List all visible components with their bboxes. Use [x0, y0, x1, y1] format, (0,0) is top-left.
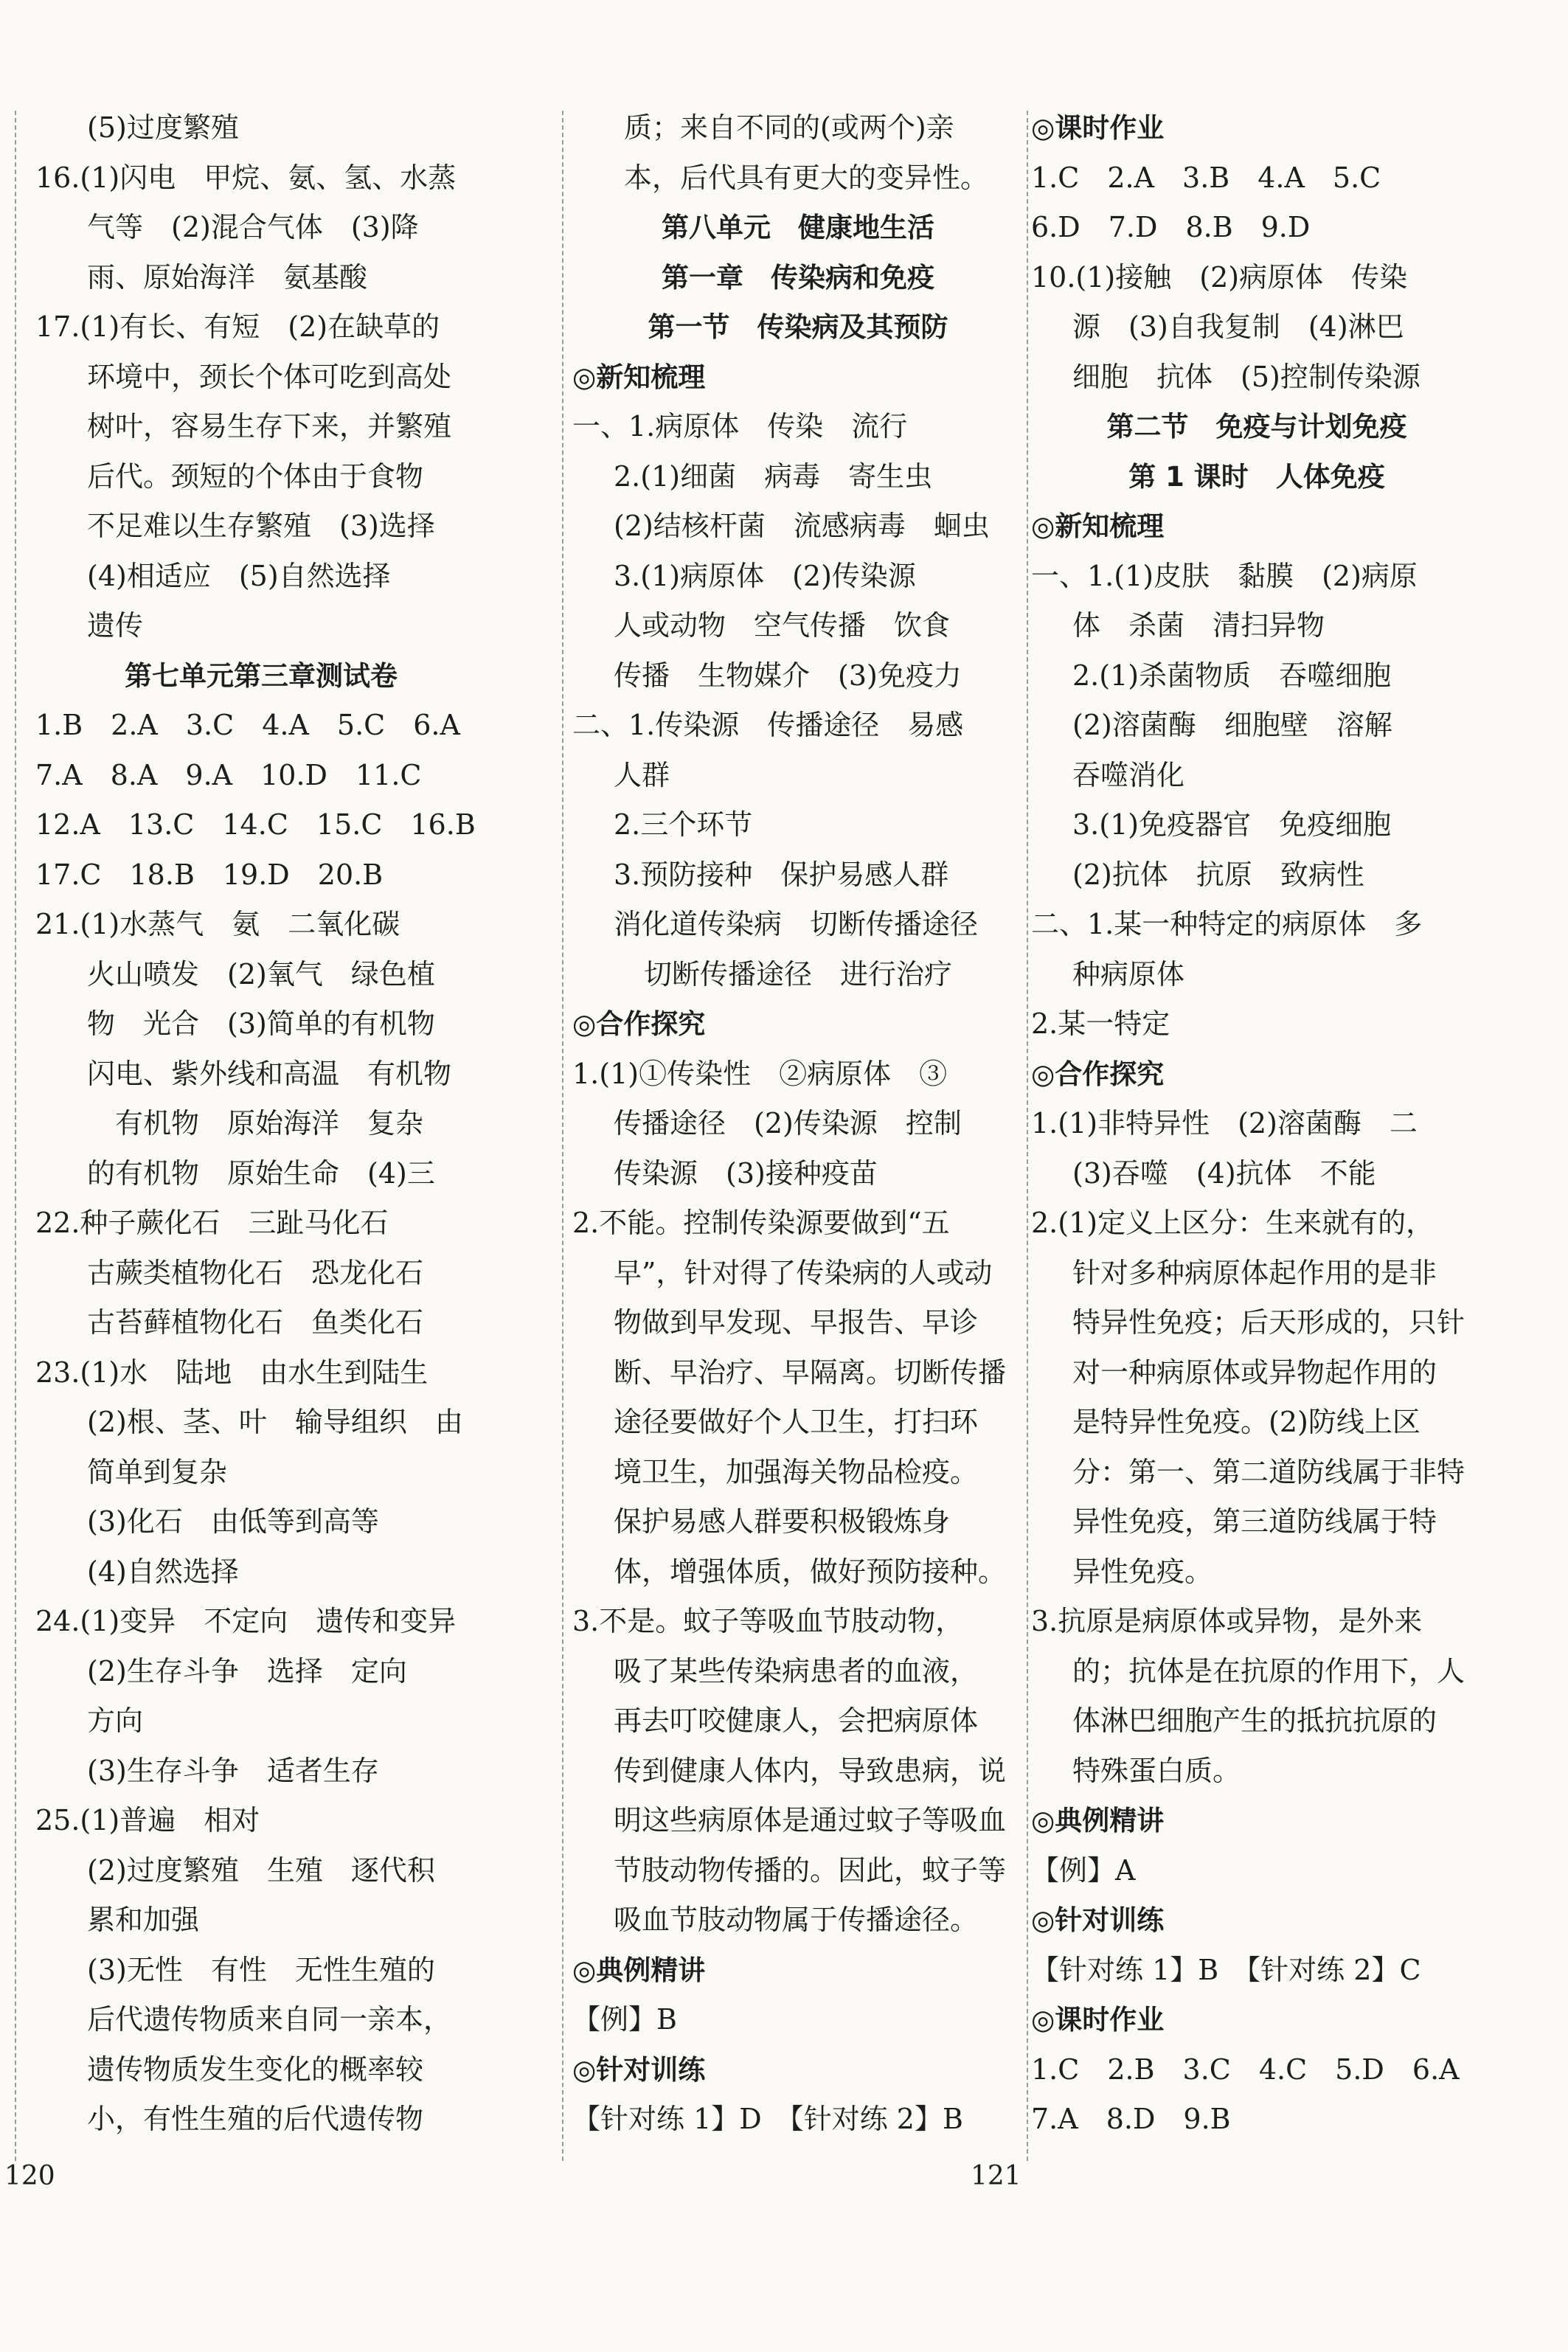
answer-line: 二、1.传染源 传播途径 易感: [572, 709, 964, 741]
answer-line: (2)结核杆菌 流感病毒 蛔虫: [614, 510, 990, 542]
section-heading: 第七单元第三章测试卷: [125, 659, 398, 692]
answer-line: 1.B 2.A 3.C 4.A 5.C 6.A: [35, 709, 460, 741]
answer-line: 传播 生物媒介 (3)免疫力: [614, 659, 962, 692]
answer-line: 遗传: [87, 609, 144, 642]
answer-line: (2)生存斗争 选择 定向: [87, 1654, 407, 1687]
answer-line: 途径要做好个人卫生，打扫环: [614, 1406, 979, 1438]
answer-line: 境卫生，加强海关物品检疫。: [614, 1455, 979, 1488]
answer-line: 17.C 18.B 19.D 20.B: [35, 858, 384, 891]
answer-line: 体 杀菌 清扫异物: [1072, 609, 1325, 642]
answer-line: 不足难以生存繁殖 (3)选择: [87, 510, 435, 542]
answer-line: 7.A 8.A 9.A 10.D 11.C: [35, 758, 422, 791]
answer-line: 物 光合 (3)简单的有机物: [87, 1007, 435, 1040]
answer-line: 【例】B: [572, 2003, 677, 2036]
answer-line: 16.(1)闪电 甲烷、氨、氢、水蒸: [35, 161, 457, 194]
answer-line: (3)生存斗争 适者生存: [87, 1754, 379, 1787]
answer-line: 22.种子蕨化石 三趾马化石: [35, 1207, 389, 1239]
answer-line: (4)自然选择: [87, 1555, 239, 1588]
page-number-left: 120: [4, 2161, 55, 2191]
answer-line: 有机物 原始海洋 复杂: [87, 1107, 424, 1139]
answer-line: 2.(1)细菌 病毒 寄生虫: [614, 459, 933, 493]
margin-divider: [15, 111, 16, 2161]
page-number-right: 121: [971, 2161, 1021, 2191]
answer-line: 一、1.病原体 传染 流行: [572, 410, 908, 443]
answer-line: 节肢动物传播的。因此，蚊子等: [614, 1853, 1007, 1887]
answer-line: 2.不能。控制传染源要做到“五: [572, 1207, 950, 1239]
subsection-label: ◎针对训练: [572, 2053, 706, 2086]
subsection-label: ◎典例精讲: [572, 1954, 706, 1986]
subsection-label: ◎典例精讲: [1031, 1805, 1165, 1836]
answer-line: 吞噬消化: [1072, 758, 1185, 791]
subsection-label: ◎新知梳理: [572, 361, 706, 393]
answer-line: 吸了某些传染病患者的血液，: [614, 1654, 979, 1687]
answer-line: 特殊蛋白质。: [1072, 1754, 1241, 1787]
answer-line: 1.(1)①传染性 ②病原体 ③: [572, 1057, 948, 1090]
answer-line: 方向: [87, 1704, 144, 1737]
answer-line: 体淋巴细胞产生的抵抗抗原的: [1072, 1704, 1437, 1737]
answer-line: 3.预防接种 保护易感人群: [614, 858, 949, 891]
section-heading: 第 1 课时 人体免疫: [1128, 460, 1385, 493]
answer-line: 异性免疫，第三道防线属于特: [1072, 1505, 1437, 1538]
subsection-label: ◎课时作业: [1031, 112, 1165, 144]
answer-line: 17.(1)有长、有短 (2)在缺草的: [35, 311, 440, 343]
answer-line: 10.(1)接触 (2)病原体 传染: [1031, 260, 1408, 294]
answer-line: 古苔藓植物化石 鱼类化石: [87, 1306, 424, 1339]
section-heading: 第一节 传染病及其预防: [648, 311, 948, 343]
answer-line: 对一种病原体或异物起作用的: [1072, 1356, 1437, 1389]
column-1: [35, 103, 487, 2145]
answer-line: 人群: [614, 758, 670, 791]
answer-line: 源 (3)自我复制 (4)淋巴: [1072, 311, 1404, 343]
answer-line: 3.(1)病原体 (2)传染源: [614, 559, 916, 592]
answer-line: (2)根、茎、叶 输导组织 由: [87, 1406, 463, 1438]
answer-line: 明这些病原体是通过蚊子等吸血: [614, 1804, 1007, 1836]
answer-line: 闪电、紫外线和高温 有机物: [87, 1057, 452, 1090]
answer-line: 传染源 (3)接种疫苗: [614, 1156, 878, 1190]
answer-line: 1.C 2.B 3.C 4.C 5.D 6.A: [1031, 2053, 1460, 2086]
answer-line: 后代遗传物质来自同一亲本，: [87, 2003, 452, 2036]
answer-line: 【针对练 1】B 【针对练 2】C: [1031, 1953, 1421, 1986]
column-divider: [1027, 111, 1028, 2161]
column-divider: [562, 111, 563, 2161]
answer-line: 质；来自不同的(或两个)亲: [624, 111, 954, 144]
answer-line: 遗传物质发生变化的概率较: [87, 2053, 424, 2086]
answer-line: 3.不是。蚊子等吸血节肢动物，: [572, 1605, 964, 1637]
answer-line: 简单到复杂: [87, 1455, 228, 1488]
answer-line: 2.某一特定: [1031, 1007, 1170, 1040]
answer-line: 树叶，容易生存下来，并繁殖: [87, 410, 452, 443]
subsection-label: ◎合作探究: [572, 1008, 706, 1040]
answer-line: 再去叮咬健康人，会把病原体: [614, 1704, 979, 1737]
answer-line: 种病原体: [1072, 957, 1185, 991]
answer-line: (2)过度繁殖 生殖 逐代积: [87, 1853, 435, 1887]
answer-line: 细胞 抗体 (5)控制传染源: [1072, 360, 1420, 393]
answer-line: 特异性免疫；后天形成的，只针: [1072, 1306, 1465, 1339]
section-heading: 第二节 免疫与计划免疫: [1106, 411, 1407, 443]
answer-line: 人或动物 空气传播 饮食: [614, 609, 951, 642]
answer-line: 23.(1)水 陆地 由水生到陆生: [35, 1356, 429, 1389]
answer-line: 的有机物 原始生命 (4)三: [87, 1156, 435, 1190]
answer-line: 7.A 8.D 9.B: [1031, 2103, 1231, 2135]
subsection-label: ◎课时作业: [1031, 2004, 1165, 2036]
answer-line: 25.(1)普遍 相对: [35, 1804, 260, 1836]
answer-line: 21.(1)水蒸气 氨 二氧化碳: [35, 908, 400, 940]
answer-line: 气等 (2)混合气体 (3)降: [87, 211, 419, 243]
column-3: [1031, 103, 1482, 2145]
column-2: [572, 103, 1024, 2145]
answer-line: 后代。颈短的个体由于食物: [87, 459, 424, 493]
answer-line: 消化道传染病 切断传播途径: [614, 908, 979, 940]
subsection-label: ◎合作探究: [1031, 1058, 1165, 1090]
section-heading: 第八单元 健康地生活: [662, 212, 934, 243]
answer-line: 1.(1)非特异性 (2)溶菌酶 二: [1031, 1107, 1418, 1139]
answer-line: (3)化石 由低等到高等: [87, 1505, 379, 1538]
answer-line: 分：第一、第二道防线属于非特: [1072, 1455, 1465, 1488]
answer-line: 传到健康人体内，导致患病，说: [614, 1754, 1007, 1787]
answer-line: 火山喷发 (2)氧气 绿色植: [87, 957, 435, 991]
answer-line: (2)溶菌酶 细胞壁 溶解: [1072, 709, 1392, 741]
answer-line: 针对多种病原体起作用的是非: [1072, 1256, 1437, 1289]
answer-line: 体，增强体质，做好预防接种。: [614, 1555, 1007, 1588]
answer-line: 是特异性免疫。(2)防线上区: [1072, 1406, 1420, 1438]
answer-line: 【例】A: [1031, 1853, 1136, 1887]
answer-line: 2.(1)杀菌物质 吞噬细胞: [1072, 659, 1392, 692]
answer-line: 古蕨类植物化石 恐龙化石: [87, 1256, 424, 1289]
section-heading: 第一章 传染病和免疫: [662, 261, 934, 294]
answer-line: 早”，针对得了传染病的人或动: [614, 1256, 993, 1289]
answer-line: 累和加强: [87, 1904, 200, 1936]
answer-line: (3)无性 有性 无性生殖的: [87, 1953, 435, 1986]
answer-line: 的；抗体是在抗原的作用下，人: [1072, 1654, 1465, 1687]
subsection-label: ◎针对训练: [1031, 1904, 1165, 1936]
answer-line: 3.(1)免疫器官 免疫细胞: [1072, 808, 1392, 841]
answer-line: 断、早治疗、早隔离。切断传播: [614, 1356, 1007, 1389]
answer-line: 雨、原始海洋 氨基酸: [87, 260, 368, 294]
answer-line: 物做到早发现、早报告、早诊: [614, 1306, 979, 1339]
answer-line: 环境中，颈长个体可吃到高处: [87, 360, 452, 393]
answer-line: 【针对练 1】D 【针对练 2】B: [572, 2103, 963, 2135]
answer-line: (5)过度繁殖: [87, 111, 239, 144]
answer-line: 传播途径 (2)传染源 控制: [614, 1107, 962, 1139]
answer-line: (3)吞噬 (4)抗体 不能: [1072, 1156, 1376, 1190]
answer-line: 2.三个环节: [614, 808, 753, 841]
answer-line: 小，有性生殖的后代遗传物: [87, 2103, 424, 2135]
answer-line: (2)抗体 抗原 致病性: [1072, 858, 1364, 891]
answer-line: 二、1.某一种特定的病原体 多: [1031, 908, 1423, 940]
answer-line: 吸血节肢动物属于传播途径。: [614, 1904, 979, 1936]
answer-line: 12.A 13.C 14.C 15.C 16.B: [35, 808, 476, 841]
answer-line: 本，后代具有更大的变异性。: [624, 161, 989, 194]
answer-line: 3.抗原是病原体或异物，是外来: [1031, 1605, 1423, 1637]
answer-line: 切断传播途径 进行治疗: [643, 957, 952, 991]
answer-line: 2.(1)定义上区分：生来就有的，: [1031, 1207, 1435, 1239]
subsection-label: ◎新知梳理: [1031, 510, 1165, 542]
answer-line: 保护易感人群要积极锻炼身: [614, 1505, 951, 1538]
answer-line: (4)相适应 (5)自然选择: [87, 559, 391, 592]
answer-line: 6.D 7.D 8.B 9.D: [1031, 211, 1311, 243]
answer-line: 一、1.(1)皮肤 黏膜 (2)病原: [1031, 559, 1418, 592]
answer-line: 异性免疫。: [1072, 1555, 1213, 1588]
answer-line: 24.(1)变异 不定向 遗传和变异: [35, 1605, 457, 1637]
answer-line: 1.C 2.A 3.B 4.A 5.C: [1031, 161, 1381, 194]
